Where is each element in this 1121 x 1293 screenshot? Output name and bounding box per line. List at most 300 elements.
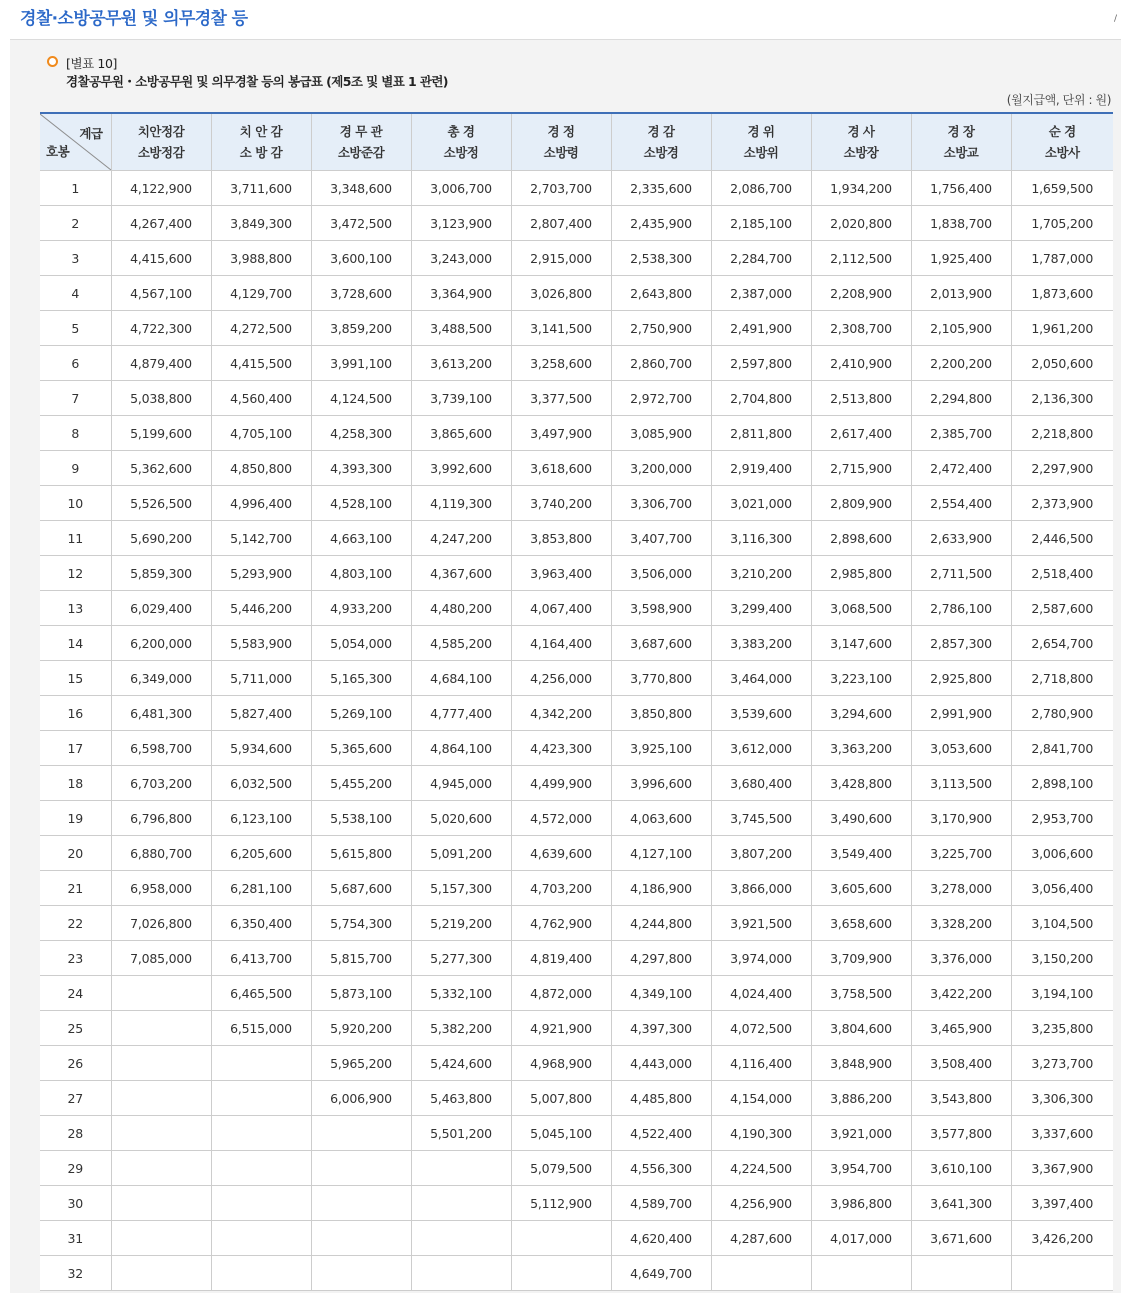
salary-cell: 4,703,200 (511, 871, 611, 906)
salary-cell: 3,605,600 (811, 871, 911, 906)
salary-cell: 3,687,600 (611, 626, 711, 661)
salary-cell: 2,809,900 (811, 486, 911, 521)
salary-cell: 4,528,100 (311, 486, 411, 521)
salary-cell: 4,342,200 (511, 696, 611, 731)
salary-cell: 2,538,300 (611, 241, 711, 276)
salary-cell: 2,953,700 (1011, 801, 1113, 836)
salary-cell: 3,610,100 (911, 1151, 1011, 1186)
police-rank-label: 치안정감 (137, 124, 185, 139)
salary-cell: 2,491,900 (711, 311, 811, 346)
salary-cell: 3,497,900 (511, 416, 611, 451)
salary-cell: 3,273,700 (1011, 1046, 1113, 1081)
salary-cell: 2,617,400 (811, 416, 911, 451)
table-row (40, 1011, 1113, 1046)
salary-cell: 5,045,100 (511, 1116, 611, 1151)
salary-cell: 5,687,600 (311, 871, 411, 906)
step-cell: 28 (40, 1116, 111, 1151)
salary-cell: 2,410,900 (811, 346, 911, 381)
salary-cell: 4,247,200 (411, 521, 511, 556)
fire-rank-label: 소방교 (943, 145, 979, 160)
salary-cell: 5,827,400 (211, 696, 311, 731)
salary-cell: 4,705,100 (211, 416, 311, 451)
salary-cell: 4,122,900 (111, 171, 211, 206)
salary-cell: 3,865,600 (411, 416, 511, 451)
salary-cell: 4,485,800 (611, 1081, 711, 1116)
salary-cell: 4,423,300 (511, 731, 611, 766)
salary-cell: 5,690,200 (111, 521, 211, 556)
salary-cell: 3,006,600 (1011, 836, 1113, 871)
salary-cell: 2,284,700 (711, 241, 811, 276)
salary-cell: 3,711,600 (211, 171, 311, 206)
salary-cell: 2,807,400 (511, 206, 611, 241)
salary-cell: 2,472,400 (911, 451, 1011, 486)
salary-cell: 2,972,700 (611, 381, 711, 416)
salary-cell: 3,740,200 (511, 486, 611, 521)
salary-cell: 5,934,600 (211, 731, 311, 766)
salary-cell: 4,272,500 (211, 311, 311, 346)
salary-cell: 5,165,300 (311, 661, 411, 696)
salary-cell: 3,539,600 (711, 696, 811, 731)
salary-cell: 2,841,700 (1011, 731, 1113, 766)
table-row (40, 661, 1113, 696)
salary-cell: 3,337,600 (1011, 1116, 1113, 1151)
rank-column-header (711, 113, 811, 171)
salary-cell: 4,072,500 (711, 1011, 811, 1046)
step-cell: 24 (40, 976, 111, 1011)
salary-cell: 2,633,900 (911, 521, 1011, 556)
salary-cell (711, 1256, 811, 1291)
salary-cell: 3,850,800 (611, 696, 711, 731)
fire-rank-label: 소방준감 (337, 145, 385, 160)
salary-cell (211, 1046, 311, 1081)
table-row (40, 591, 1113, 626)
salary-cell: 4,297,800 (611, 941, 711, 976)
fire-rank-label: 소방령 (543, 145, 579, 160)
salary-cell: 4,945,000 (411, 766, 511, 801)
salary-cell: 3,728,600 (311, 276, 411, 311)
table-body (40, 171, 1113, 1291)
fire-rank-label: 소방장 (843, 145, 879, 160)
table-row (40, 1151, 1113, 1186)
salary-cell: 4,499,900 (511, 766, 611, 801)
salary-cell: 2,105,900 (911, 311, 1011, 346)
salary-cell: 3,680,400 (711, 766, 811, 801)
salary-cell: 4,116,400 (711, 1046, 811, 1081)
salary-cell: 5,020,600 (411, 801, 511, 836)
salary-cell: 3,465,900 (911, 1011, 1011, 1046)
salary-cell: 4,127,100 (611, 836, 711, 871)
table-row (40, 976, 1113, 1011)
salary-cell: 3,170,900 (911, 801, 1011, 836)
salary-cell: 5,859,300 (111, 556, 211, 591)
table-row (40, 1221, 1113, 1256)
salary-cell: 3,954,700 (811, 1151, 911, 1186)
salary-cell: 3,508,400 (911, 1046, 1011, 1081)
table-row (40, 381, 1113, 416)
salary-cell: 3,549,400 (811, 836, 911, 871)
salary-cell: 5,079,500 (511, 1151, 611, 1186)
salary-cell: 6,515,000 (211, 1011, 311, 1046)
salary-cell: 2,915,000 (511, 241, 611, 276)
salary-cell: 2,643,800 (611, 276, 711, 311)
salary-cell: 3,085,900 (611, 416, 711, 451)
page-title: 경찰·소방공무원 및 의무경찰 등 (20, 9, 248, 29)
salary-cell: 3,853,800 (511, 521, 611, 556)
salary-cell: 3,210,200 (711, 556, 811, 591)
rank-column-header (611, 113, 711, 171)
step-cell: 16 (40, 696, 111, 731)
police-rank-label: 치 안 감 (239, 124, 283, 139)
salary-cell: 4,872,000 (511, 976, 611, 1011)
salary-cell: 3,886,200 (811, 1081, 911, 1116)
salary-cell: 2,715,900 (811, 451, 911, 486)
salary-cell: 3,367,900 (1011, 1151, 1113, 1186)
salary-cell: 1,756,400 (911, 171, 1011, 206)
salary-cell: 4,267,400 (111, 206, 211, 241)
police-rank-label: 경 위 (747, 124, 775, 139)
rank-column-header (111, 113, 211, 171)
salary-cell: 2,750,900 (611, 311, 711, 346)
salary-cell: 2,013,900 (911, 276, 1011, 311)
salary-cell: 4,879,400 (111, 346, 211, 381)
salary-cell: 3,600,100 (311, 241, 411, 276)
salary-cell: 4,933,200 (311, 591, 411, 626)
salary-cell: 6,350,400 (211, 906, 311, 941)
salary-cell: 4,367,600 (411, 556, 511, 591)
salary-cell: 3,194,100 (1011, 976, 1113, 1011)
police-rank-label: 경 장 (947, 124, 975, 139)
salary-cell: 3,383,200 (711, 626, 811, 661)
fire-rank-label: 소 방 감 (239, 145, 283, 160)
table-row (40, 206, 1113, 241)
salary-cell: 2,587,600 (1011, 591, 1113, 626)
salary-cell: 3,598,900 (611, 591, 711, 626)
salary-cell: 2,513,800 (811, 381, 911, 416)
salary-cell (911, 1256, 1011, 1291)
salary-cell: 1,961,200 (1011, 311, 1113, 346)
table-row (40, 1116, 1113, 1151)
step-cell: 26 (40, 1046, 111, 1081)
salary-cell: 5,091,200 (411, 836, 511, 871)
salary-cell: 5,583,900 (211, 626, 311, 661)
salary-cell (311, 1256, 411, 1291)
salary-cell: 3,006,700 (411, 171, 511, 206)
salary-cell: 2,294,800 (911, 381, 1011, 416)
salary-cell: 4,585,200 (411, 626, 511, 661)
salary-cell (111, 1081, 211, 1116)
salary-cell: 4,164,400 (511, 626, 611, 661)
salary-cell: 2,718,800 (1011, 661, 1113, 696)
salary-cell: 6,481,300 (111, 696, 211, 731)
salary-cell: 5,157,300 (411, 871, 511, 906)
salary-cell (111, 976, 211, 1011)
salary-cell: 3,278,000 (911, 871, 1011, 906)
salary-cell: 6,598,700 (111, 731, 211, 766)
salary-cell: 4,129,700 (211, 276, 311, 311)
salary-cell: 3,397,400 (1011, 1186, 1113, 1221)
step-cell: 13 (40, 591, 111, 626)
salary-cell: 1,705,200 (1011, 206, 1113, 241)
salary-cell: 2,387,000 (711, 276, 811, 311)
salary-cell: 3,770,800 (611, 661, 711, 696)
salary-cell (111, 1186, 211, 1221)
salary-cell: 3,577,800 (911, 1116, 1011, 1151)
salary-cell: 5,365,600 (311, 731, 411, 766)
salary-cell (211, 1151, 311, 1186)
salary-cell: 5,615,800 (311, 836, 411, 871)
salary-cell: 2,020,800 (811, 206, 911, 241)
step-cell: 20 (40, 836, 111, 871)
salary-cell: 4,620,400 (611, 1221, 711, 1256)
salary-cell: 4,722,300 (111, 311, 211, 346)
salary-cell: 1,659,500 (1011, 171, 1113, 206)
step-cell: 5 (40, 311, 111, 346)
salary-cell: 4,443,000 (611, 1046, 711, 1081)
step-cell: 17 (40, 731, 111, 766)
salary-cell: 2,385,700 (911, 416, 1011, 451)
salary-cell (411, 1256, 511, 1291)
salary-cell: 5,038,800 (111, 381, 211, 416)
salary-cell: 3,612,000 (711, 731, 811, 766)
step-header-label: 호봉 (46, 144, 70, 159)
salary-cell: 4,480,200 (411, 591, 511, 626)
salary-cell: 6,029,400 (111, 591, 211, 626)
salary-cell: 2,136,300 (1011, 381, 1113, 416)
table-row (40, 486, 1113, 521)
table-row (40, 521, 1113, 556)
salary-cell (311, 1186, 411, 1221)
salary-cell: 5,424,600 (411, 1046, 511, 1081)
salary-cell: 4,996,400 (211, 486, 311, 521)
salary-cell: 4,124,500 (311, 381, 411, 416)
salary-cell: 3,745,500 (711, 801, 811, 836)
salary-cell: 2,050,600 (1011, 346, 1113, 381)
salary-cell: 3,377,500 (511, 381, 611, 416)
salary-cell: 3,921,000 (811, 1116, 911, 1151)
salary-cell: 4,803,100 (311, 556, 411, 591)
salary-cell: 2,218,800 (1011, 416, 1113, 451)
table-row (40, 871, 1113, 906)
salary-cell: 7,085,000 (111, 941, 211, 976)
salary-cell: 4,017,000 (811, 1221, 911, 1256)
salary-cell (311, 1221, 411, 1256)
salary-cell (211, 1221, 311, 1256)
salary-cell: 2,518,400 (1011, 556, 1113, 591)
salary-cell (111, 1046, 211, 1081)
salary-cell: 4,589,700 (611, 1186, 711, 1221)
salary-cell: 5,277,300 (411, 941, 511, 976)
salary-cell: 6,281,100 (211, 871, 311, 906)
salary-cell: 5,382,200 (411, 1011, 511, 1046)
police-rank-label: 경 사 (847, 124, 875, 139)
salary-cell: 5,054,000 (311, 626, 411, 661)
salary-cell: 4,819,400 (511, 941, 611, 976)
salary-cell: 1,787,000 (1011, 241, 1113, 276)
step-cell: 10 (40, 486, 111, 521)
salary-cell: 5,501,200 (411, 1116, 511, 1151)
salary-cell: 2,554,400 (911, 486, 1011, 521)
salary-cell: 5,007,800 (511, 1081, 611, 1116)
header-row (40, 113, 1113, 171)
salary-cell: 1,873,600 (1011, 276, 1113, 311)
step-cell: 22 (40, 906, 111, 941)
table-row (40, 556, 1113, 591)
step-cell: 23 (40, 941, 111, 976)
fire-rank-label: 소방정 (443, 145, 479, 160)
table-row (40, 801, 1113, 836)
step-cell: 31 (40, 1221, 111, 1256)
salary-cell: 2,435,900 (611, 206, 711, 241)
salary-cell: 3,472,500 (311, 206, 411, 241)
salary-cell: 1,925,400 (911, 241, 1011, 276)
rank-column-header (811, 113, 911, 171)
salary-cell: 6,032,500 (211, 766, 311, 801)
step-cell: 3 (40, 241, 111, 276)
step-cell: 2 (40, 206, 111, 241)
salary-cell: 3,348,600 (311, 171, 411, 206)
salary-cell (311, 1116, 411, 1151)
salary-cell: 2,898,600 (811, 521, 911, 556)
salary-cell: 5,815,700 (311, 941, 411, 976)
salary-cell: 3,223,100 (811, 661, 911, 696)
table-row (40, 731, 1113, 766)
table-row (40, 311, 1113, 346)
police-rank-label: 순 경 (1048, 124, 1076, 139)
salary-cell: 4,572,000 (511, 801, 611, 836)
salary-cell: 6,205,600 (211, 836, 311, 871)
salary-cell: 3,147,600 (811, 626, 911, 661)
police-rank-label: 경 무 관 (339, 124, 383, 139)
salary-cell: 2,985,800 (811, 556, 911, 591)
salary-cell: 2,185,100 (711, 206, 811, 241)
salary-cell: 6,413,700 (211, 941, 311, 976)
salary-cell (411, 1221, 511, 1256)
salary-cell: 5,446,200 (211, 591, 311, 626)
table-label: [별표 10] (66, 56, 117, 71)
step-cell: 18 (40, 766, 111, 801)
salary-cell: 6,006,900 (311, 1081, 411, 1116)
salary-cell: 3,671,600 (911, 1221, 1011, 1256)
salary-cell: 4,850,800 (211, 451, 311, 486)
salary-cell: 3,294,600 (811, 696, 911, 731)
salary-cell: 2,373,900 (1011, 486, 1113, 521)
step-cell: 15 (40, 661, 111, 696)
salary-cell: 2,112,500 (811, 241, 911, 276)
salary-cell: 4,415,600 (111, 241, 211, 276)
salary-cell: 3,807,200 (711, 836, 811, 871)
salary-cell: 3,150,200 (1011, 941, 1113, 976)
salary-cell: 4,393,300 (311, 451, 411, 486)
salary-cell: 5,293,900 (211, 556, 311, 591)
salary-cell (211, 1256, 311, 1291)
salary-cell: 4,663,100 (311, 521, 411, 556)
salary-cell: 4,063,600 (611, 801, 711, 836)
salary-cell: 2,898,100 (1011, 766, 1113, 801)
step-cell: 12 (40, 556, 111, 591)
salary-cell: 3,986,800 (811, 1186, 911, 1221)
salary-cell: 3,376,000 (911, 941, 1011, 976)
salary-cell: 4,921,900 (511, 1011, 611, 1046)
corner-header-cell (40, 113, 111, 171)
salary-cell: 3,426,200 (1011, 1221, 1113, 1256)
police-rank-label: 경 정 (547, 124, 575, 139)
salary-cell: 3,709,900 (811, 941, 911, 976)
salary-cell: 3,543,800 (911, 1081, 1011, 1116)
step-cell: 29 (40, 1151, 111, 1186)
salary-cell: 4,762,900 (511, 906, 611, 941)
salary-cell: 4,567,100 (111, 276, 211, 311)
step-cell: 14 (40, 626, 111, 661)
salary-cell: 3,026,800 (511, 276, 611, 311)
salary-cell: 3,488,500 (411, 311, 511, 346)
salary-cell: 4,067,400 (511, 591, 611, 626)
salary-cell: 5,142,700 (211, 521, 311, 556)
table-row (40, 1046, 1113, 1081)
salary-cell: 2,780,900 (1011, 696, 1113, 731)
salary-cell: 2,925,800 (911, 661, 1011, 696)
salary-cell: 7,026,800 (111, 906, 211, 941)
table-row (40, 696, 1113, 731)
rank-column-header (1011, 113, 1113, 171)
fire-rank-label: 소방정감 (137, 145, 185, 160)
salary-cell: 4,024,400 (711, 976, 811, 1011)
step-cell: 27 (40, 1081, 111, 1116)
salary-cell (211, 1116, 311, 1151)
table-row (40, 836, 1113, 871)
salary-cell: 3,658,600 (811, 906, 911, 941)
salary-cell: 1,934,200 (811, 171, 911, 206)
salary-cell (111, 1151, 211, 1186)
salary-cell: 3,113,500 (911, 766, 1011, 801)
salary-cell: 5,965,200 (311, 1046, 411, 1081)
salary-cell: 3,758,500 (811, 976, 911, 1011)
salary-cell: 3,123,900 (411, 206, 511, 241)
salary-cell: 4,224,500 (711, 1151, 811, 1186)
rank-column-header (511, 113, 611, 171)
step-cell: 9 (40, 451, 111, 486)
salary-cell: 3,258,600 (511, 346, 611, 381)
salary-cell (211, 1081, 311, 1116)
salary-cell: 3,618,600 (511, 451, 611, 486)
unit-note: (월지급액, 단위 : 원) (1006, 93, 1111, 107)
fire-rank-label: 소방위 (743, 145, 779, 160)
salary-cell: 3,068,500 (811, 591, 911, 626)
salary-cell: 6,200,000 (111, 626, 211, 661)
step-cell: 4 (40, 276, 111, 311)
salary-cell: 4,244,800 (611, 906, 711, 941)
police-rank-label: 경 감 (647, 124, 675, 139)
salary-cell: 4,864,100 (411, 731, 511, 766)
step-cell: 7 (40, 381, 111, 416)
salary-cell: 2,811,800 (711, 416, 811, 451)
salary-table (40, 112, 1113, 1291)
salary-cell: 4,777,400 (411, 696, 511, 731)
salary-cell: 4,560,400 (211, 381, 311, 416)
salary-cell: 3,464,000 (711, 661, 811, 696)
salary-cell (111, 1116, 211, 1151)
salary-cell: 2,704,800 (711, 381, 811, 416)
salary-cell: 3,422,200 (911, 976, 1011, 1011)
salary-cell (311, 1151, 411, 1186)
salary-cell: 2,919,400 (711, 451, 811, 486)
salary-cell: 6,880,700 (111, 836, 211, 871)
salary-cell: 2,786,100 (911, 591, 1011, 626)
salary-cell: 2,860,700 (611, 346, 711, 381)
table-row (40, 1256, 1113, 1291)
table-row (40, 346, 1113, 381)
salary-cell: 3,848,900 (811, 1046, 911, 1081)
salary-cell (1011, 1256, 1113, 1291)
